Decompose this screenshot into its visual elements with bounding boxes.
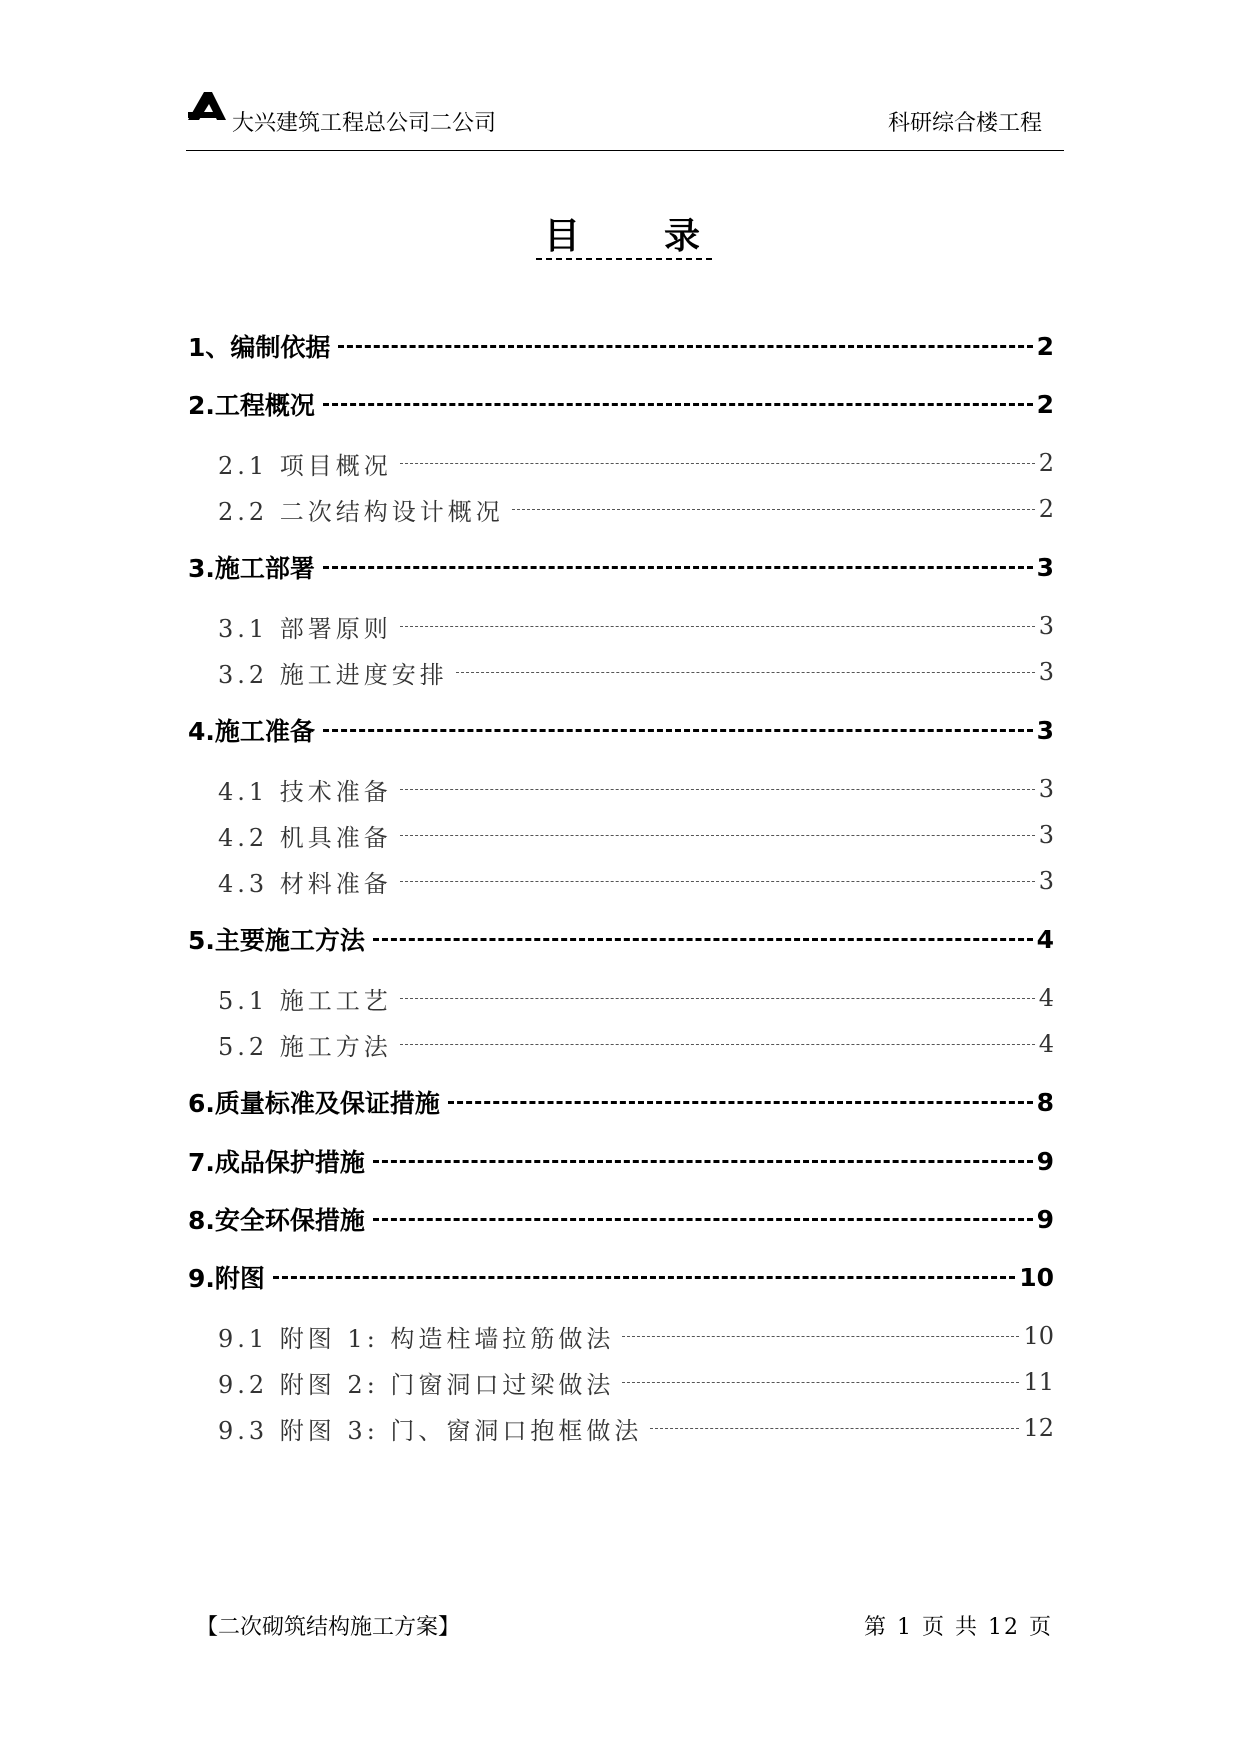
toc-entry-label: 4.3 材料准备 <box>218 869 392 898</box>
toc-entry-2[interactable] <box>188 384 1054 424</box>
toc-entry-9-1[interactable] <box>218 1316 1054 1356</box>
dot-leader <box>338 345 1032 348</box>
toc-entry-page: 3 <box>1038 658 1054 686</box>
toc-entry-label: 4.2 机具准备 <box>218 823 392 852</box>
toc-entry-4[interactable] <box>188 710 1054 750</box>
dot-leader <box>323 403 1033 406</box>
toc-entry-2-1[interactable] <box>218 443 1054 483</box>
toc-entry-page: 10 <box>1023 1322 1054 1350</box>
dot-leader <box>400 835 1035 836</box>
dot-leader <box>323 566 1033 569</box>
toc-entry-label: 2.1 项目概况 <box>218 451 392 480</box>
toc-entry-page: 9 <box>1036 1204 1054 1234</box>
dot-leader <box>622 1382 1019 1383</box>
toc-entry-page: 10 <box>1019 1262 1054 1292</box>
toc-entry-label: 9.附图 <box>188 1264 265 1293</box>
toc-entry-label: 3.2 施工进度安排 <box>218 660 448 689</box>
toc-entry-page: 3 <box>1038 775 1054 803</box>
toc-entry-4-1[interactable] <box>218 769 1054 809</box>
dot-leader <box>273 1276 1015 1279</box>
toc-title-char-1: 目 <box>544 216 581 257</box>
toc-entry-5-2[interactable] <box>218 1024 1054 1064</box>
dot-leader <box>373 938 1033 941</box>
toc-entry-label: 5.主要施工方法 <box>188 926 365 955</box>
toc-entry-page: 3 <box>1038 612 1054 640</box>
toc-entry-label: 4.施工准备 <box>188 717 315 746</box>
toc-entry-1[interactable] <box>188 326 1054 366</box>
toc-entry-2-2[interactable] <box>218 489 1054 529</box>
toc-entry-page: 3 <box>1036 552 1054 582</box>
dot-leader <box>622 1336 1019 1337</box>
dot-leader <box>400 1044 1035 1045</box>
toc-entry-5-1[interactable] <box>218 978 1054 1018</box>
toc-entry-page: 9 <box>1036 1146 1054 1176</box>
toc-entry-label: 3.1 部署原则 <box>218 614 392 643</box>
dot-leader <box>400 463 1035 464</box>
toc-entry-label: 7.成品保护措施 <box>188 1148 365 1177</box>
toc-entry-page: 3 <box>1038 821 1054 849</box>
dot-leader <box>650 1428 1019 1429</box>
toc-entry-page: 3 <box>1036 715 1054 745</box>
dot-leader <box>400 789 1035 790</box>
toc-entry-page: 11 <box>1023 1368 1054 1396</box>
toc-entry-page: 3 <box>1038 867 1054 895</box>
toc-entry-9-3[interactable] <box>218 1408 1054 1448</box>
toc-entry-8[interactable] <box>188 1199 1054 1239</box>
toc-entry-9[interactable] <box>188 1257 1054 1297</box>
toc-entry-page: 2 <box>1036 389 1054 419</box>
toc-entry-4-3[interactable] <box>218 861 1054 901</box>
dot-leader <box>448 1101 1033 1104</box>
dot-leader <box>400 998 1035 999</box>
toc-entry-label: 4.1 技术准备 <box>218 777 392 806</box>
dot-leader <box>400 881 1035 882</box>
company-name: 大兴建筑工程总公司二公司 <box>232 111 497 136</box>
toc-entry-label: 8.安全环保措施 <box>188 1206 365 1235</box>
toc-entry-label: 2.2 二次结构设计概况 <box>218 497 504 526</box>
toc-entry-label: 1、编制依据 <box>188 333 331 362</box>
toc-entry-page: 4 <box>1038 984 1054 1012</box>
dot-leader <box>373 1218 1033 1221</box>
toc-entry-label: 6.质量标准及保证措施 <box>188 1089 440 1118</box>
toc-entry-label: 9.3 附图 3: 门、窗洞口抱框做法 <box>218 1416 643 1445</box>
footer-document-name: 【二次砌筑结构施工方案】 <box>196 1615 461 1640</box>
dot-leader <box>512 509 1035 510</box>
toc-entry-label: 3.施工部署 <box>188 554 315 583</box>
toc-entry-7[interactable] <box>188 1141 1054 1181</box>
toc-entry-9-2[interactable] <box>218 1362 1054 1402</box>
toc-entry-label: 5.2 施工方法 <box>218 1032 392 1061</box>
toc-entry-6[interactable] <box>188 1082 1054 1122</box>
dot-leader <box>373 1160 1033 1163</box>
toc-title-char-2: 录 <box>664 216 701 257</box>
toc-entry-page: 8 <box>1036 1087 1054 1117</box>
toc-entry-label: 9.1 附图 1: 构造柱墙拉筋做法 <box>218 1324 615 1353</box>
toc-entry-3-1[interactable] <box>218 606 1054 646</box>
toc-entry-3-2[interactable] <box>218 652 1054 692</box>
toc-entry-label: 5.1 施工工艺 <box>218 986 392 1015</box>
dot-leader <box>456 672 1035 673</box>
toc-entry-page: 2 <box>1038 495 1054 523</box>
dot-leader <box>400 626 1035 627</box>
toc-entry-label: 9.2 附图 2: 门窗洞口过梁做法 <box>218 1370 615 1399</box>
toc-entry-page: 2 <box>1036 331 1054 361</box>
toc-entry-page: 2 <box>1038 449 1054 477</box>
toc-entry-5[interactable] <box>188 919 1054 959</box>
toc-entry-page: 12 <box>1023 1414 1054 1442</box>
toc-entry-page: 4 <box>1038 1030 1054 1058</box>
dot-leader <box>323 729 1033 732</box>
footer-page-info: 第 1 页 共 12 页 <box>864 1615 1053 1640</box>
toc-entry-3[interactable] <box>188 547 1054 587</box>
toc-entry-4-2[interactable] <box>218 815 1054 855</box>
toc-entry-page: 4 <box>1036 924 1054 954</box>
project-name: 科研综合楼工程 <box>887 111 1042 136</box>
toc-entry-label: 2.工程概况 <box>188 391 315 420</box>
